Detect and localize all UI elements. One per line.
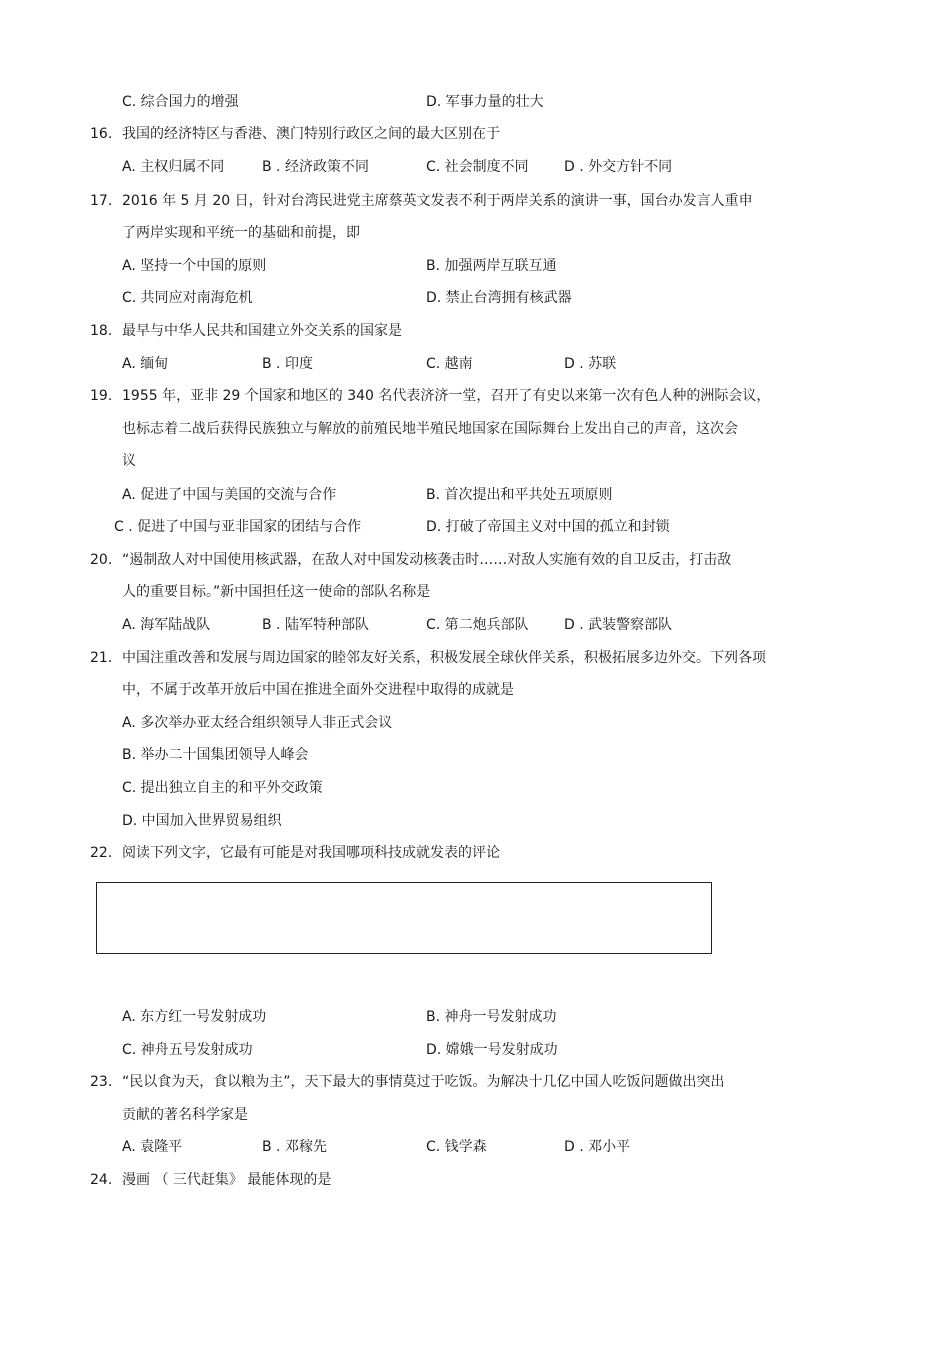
q16-option-b: B . 经济政策不同 — [262, 159, 369, 175]
q19-stem-line2: 也标志着二战后获得民族独立与解放的前殖民地半殖民地国家在国际舞台上发出自己的声音，这次会 — [122, 421, 738, 437]
q24-number: 24. — [90, 1172, 113, 1188]
q22-reading-box — [96, 882, 712, 954]
q23-number: 23. — [90, 1074, 113, 1090]
q22-option-d: D. 嫦娥一号发射成功 — [426, 1042, 558, 1058]
q18-option-b: B . 印度 — [262, 356, 313, 372]
q23-option-b: B . 邓稼先 — [262, 1139, 327, 1155]
q19-option-b: B. 首次提出和平共处五项原则 — [426, 487, 613, 503]
q19-option-d: D. 打破了帝国主义对中国的孤立和封锁 — [426, 519, 670, 535]
q17-option-d: D. 禁止台湾拥有核武器 — [426, 290, 572, 306]
q21-option-b: B. 举办二十国集团领导人峰会 — [122, 747, 309, 763]
q22-stem: 阅读下列文字，它最有可能是对我国哪项科技成就发表的评论 — [122, 845, 500, 861]
q16-option-a: A. 主权归属不同 — [122, 159, 225, 175]
q17-number: 17. — [90, 193, 113, 209]
q18-number: 18. — [90, 323, 113, 339]
q20-stem-line1: “遏制敌人对中国使用核武器，在敌人对中国发动核袭击时……对敌人实施有效的自卫反击，打击敌 — [122, 552, 732, 568]
q21-number: 21. — [90, 650, 113, 666]
q18-option-d: D . 苏联 — [564, 356, 617, 372]
q23-stem-line1: “民以食为天，食以粮为主”，天下最大的事情莫过于吃饭。为解决十几亿中国人吃饭问题做出突出 — [122, 1074, 725, 1090]
q22-option-b: B. 神舟一号发射成功 — [426, 1009, 557, 1025]
q17-option-b: B. 加强两岸互联互通 — [426, 258, 557, 274]
q17-option-a: A. 坚持一个中国的原则 — [122, 258, 267, 274]
q17-stem-line1: 2016 年 5 月 20 日，针对台湾民进党主席蔡英文发表不利于两岸关系的演讲一事，国台办发言人重申 — [122, 193, 753, 209]
q20-option-d: D . 武装警察部队 — [564, 617, 673, 633]
q17-stem-line2: 了两岸实现和平统一的基础和前提，即 — [122, 225, 360, 241]
q23-stem-line2: 贡献的著名科学家是 — [122, 1107, 248, 1123]
q23-option-a: A. 袁隆平 — [122, 1139, 183, 1155]
q21-option-a: A. 多次举办亚太经合组织领导人非正式会议 — [122, 715, 393, 731]
q21-stem-line1: 中国注重改善和发展与周边国家的睦邻友好关系，积极发展全球伙伴关系，积极拓展多边外交。下列各项 — [122, 650, 766, 666]
q16-option-d: D . 外交方针不同 — [564, 159, 673, 175]
q23-option-d: D . 邓小平 — [564, 1139, 631, 1155]
q21-stem-line2: 中，不属于改革开放后中国在推进全面外交进程中取得的成就是 — [122, 682, 514, 698]
q20-option-a: A. 海军陆战队 — [122, 617, 211, 633]
q17-option-c: C. 共同应对南海危机 — [122, 290, 253, 306]
q22-number: 22. — [90, 845, 113, 861]
q23-option-c: C. 钱学森 — [426, 1139, 487, 1155]
q22-option-c: C. 神舟五号发射成功 — [122, 1042, 253, 1058]
q20-option-b: B . 陆军特种部队 — [262, 617, 369, 633]
q20-option-c: C. 第二炮兵部队 — [426, 617, 529, 633]
q16-option-c: C. 社会制度不同 — [426, 159, 529, 175]
q21-option-d: D. 中国加入世界贸易组织 — [122, 813, 282, 829]
q15-option-d: D. 军事力量的壮大 — [426, 94, 544, 110]
q19-number: 19. — [90, 388, 113, 404]
q18-stem: 最早与中华人民共和国建立外交关系的国家是 — [122, 323, 402, 339]
q22-option-a: A. 东方红一号发射成功 — [122, 1009, 267, 1025]
q19-stem-line3: 议 — [122, 453, 136, 469]
q21-option-c: C. 提出独立自主的和平外交政策 — [122, 780, 323, 796]
q19-option-c: C . 促进了中国与亚非国家的团结与合作 — [114, 519, 362, 535]
q16-stem: 我国的经济特区与香港、澳门特别行政区之间的最大区别在于 — [122, 126, 500, 142]
q18-option-a: A. 缅甸 — [122, 356, 169, 372]
q20-stem-line2: 人的重要目标。”新中国担任这一使命的部队名称是 — [122, 584, 431, 600]
q19-option-a: A. 促进了中国与美国的交流与合作 — [122, 487, 337, 503]
q24-stem: 漫画 （ 三代赶集》 最能体现的是 — [122, 1172, 332, 1188]
q15-option-c: C. 综合国力的增强 — [122, 94, 239, 110]
q16-number: 16. — [90, 126, 113, 142]
q19-stem-line1: 1955 年，亚非 29 个国家和地区的 340 名代表济济一堂，召开了有史以来第一次有色人种的洲际会议， — [122, 388, 771, 404]
q20-number: 20. — [90, 552, 113, 568]
q18-option-c: C. 越南 — [426, 356, 473, 372]
